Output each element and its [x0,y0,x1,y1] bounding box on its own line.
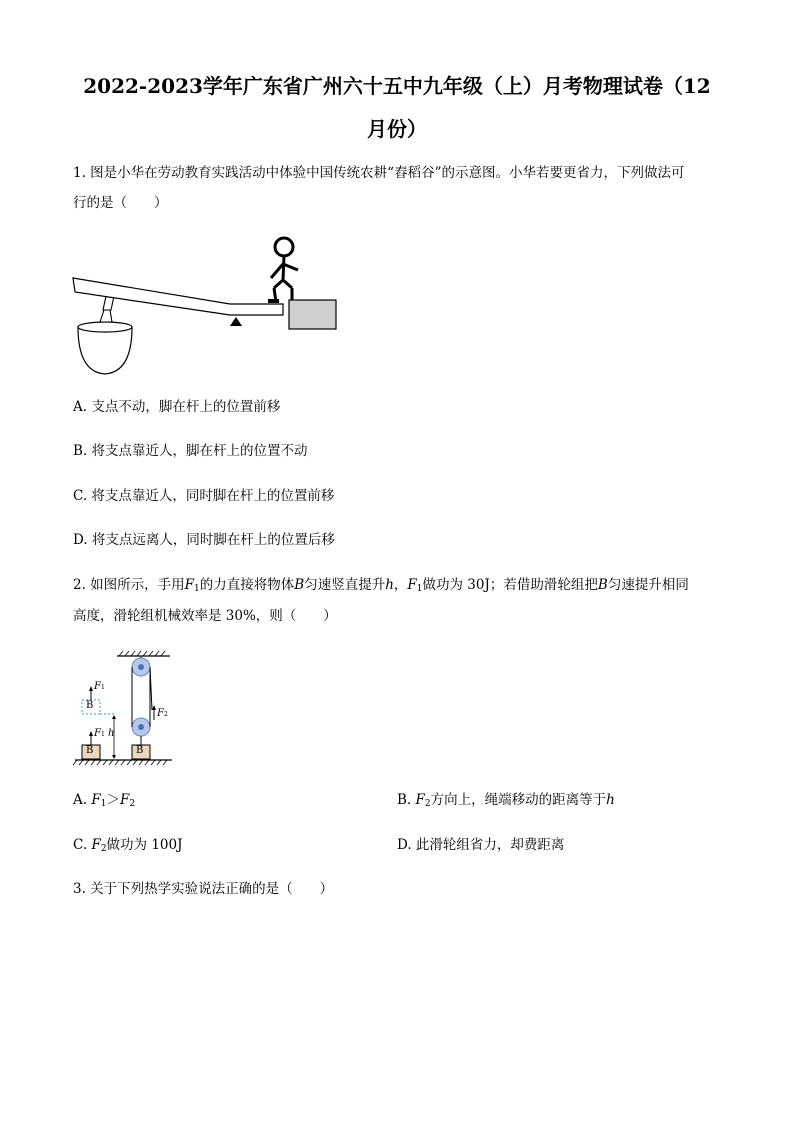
label-b-right: B [136,745,144,756]
mortar-bowl [78,327,132,374]
stand-box [289,300,336,329]
paper-title-line1: 2022-2023学年广东省广州六十五中九年级（上）月考物理试卷（12 [83,74,711,98]
label-b-dashed: B [86,700,94,711]
pestle-head [100,310,112,322]
label-b-left: B [86,745,94,756]
q1-option-a: A. 支点不动，脚在杆上的位置前移 [73,399,281,415]
q2-stem-line1: 2. 如图所示，手用$F_1$的力直接将物体B匀速竖直提升h，$F_1$做功为 30J；若借助滑轮组把B匀速提升相同 [73,577,689,594]
q2-option-b: B. $F_2$方向上，绳端移动的距离等于h [397,792,615,809]
label-f1-bottom: F1 [94,728,105,739]
q1-option-b: B. 将支点靠近人，脚在杆上的位置不动 [73,443,308,459]
label-f1-top: F1 [94,681,105,692]
q1-stem-line1: 1. 图是小华在劳动教育实践活动中体验中国传统农耕“舂稻谷”的示意图。小华若要更省力，下列做法可 [73,165,685,181]
q2-option-c: C. $F_2$做功为 100J [73,837,183,854]
q1-option-d: D. 将支点远离人，同时脚在杆上的位置后移 [73,532,335,548]
label-h: h [108,728,115,739]
person-head [275,238,293,256]
mortar-rim [78,322,132,332]
q1-stem-line2: 行的是（ ） [73,195,168,211]
label-f2: F2 [157,708,168,719]
q2-pulley-figure [72,648,182,766]
q3-stem: 3. 关于下列热学实验说法正确的是（ ） [73,881,334,897]
q1-rice-pounding-figure [70,232,345,377]
q2-option-d: D. 此滑轮组省力，却费距离 [397,837,565,853]
q2-option-a: A. $F_1>F_2$ [73,792,136,809]
q1-option-c: C. 将支点靠近人，同时脚在杆上的位置前移 [73,488,335,504]
paper-title-line2: 月份） [367,117,427,141]
q2-stem-line2: 高度，滑轮组机械效率是 30%，则（ ） [73,608,337,624]
